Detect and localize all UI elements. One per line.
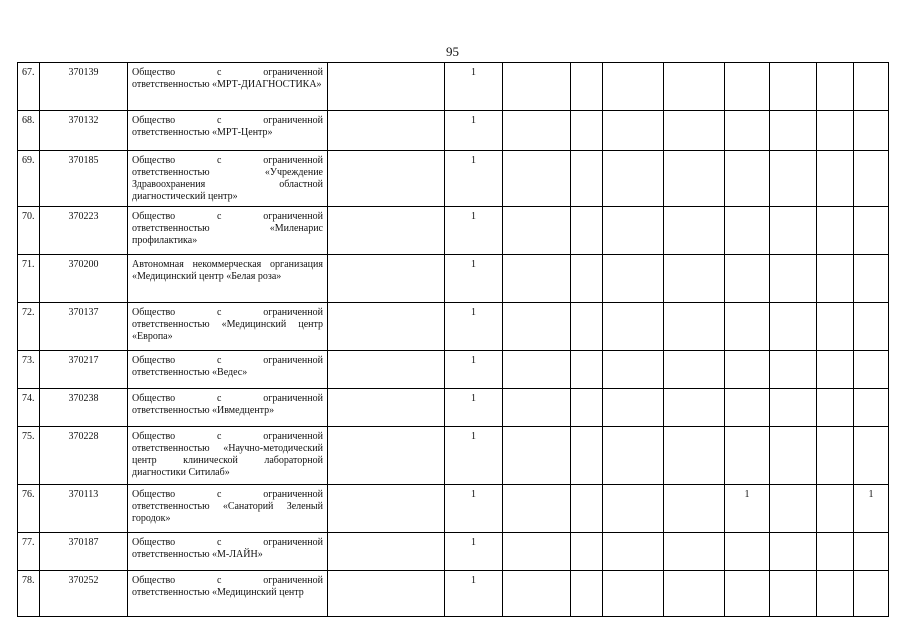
empty-cell	[328, 207, 445, 255]
org-code: 370113	[40, 485, 128, 533]
value-cell	[725, 533, 770, 571]
empty-cell	[571, 63, 603, 111]
org-name	[128, 207, 328, 255]
empty-cell	[328, 151, 445, 207]
empty-cell	[603, 571, 664, 617]
empty-cell	[503, 427, 571, 485]
org-name	[128, 63, 328, 111]
row-number: 69.	[18, 151, 40, 207]
empty-cell	[603, 303, 664, 351]
table-row	[18, 427, 889, 485]
org-name	[128, 571, 328, 617]
value-cell: 1	[445, 111, 503, 151]
value-cell	[854, 533, 889, 571]
empty-cell	[328, 571, 445, 617]
value-cell: 1	[445, 303, 503, 351]
value-cell	[725, 351, 770, 389]
org-code: 370217	[40, 351, 128, 389]
empty-cell	[664, 111, 725, 151]
value-cell	[725, 255, 770, 303]
value-cell: 1	[445, 485, 503, 533]
empty-cell	[503, 207, 571, 255]
table-row	[18, 63, 889, 111]
table-row	[18, 351, 889, 389]
org-code: 370228	[40, 427, 128, 485]
empty-cell	[603, 63, 664, 111]
org-name-text: Общество с ограниченной ответственностью «Медицинский центр	[132, 575, 323, 598]
value-cell	[854, 63, 889, 111]
empty-cell	[328, 485, 445, 533]
org-name	[128, 255, 328, 303]
value-cell	[854, 151, 889, 207]
value-cell: 1	[445, 389, 503, 427]
value-cell: 1	[445, 571, 503, 617]
empty-cell	[603, 207, 664, 255]
org-name	[128, 389, 328, 427]
org-code: 370200	[40, 255, 128, 303]
value-cell	[725, 151, 770, 207]
empty-cell	[328, 303, 445, 351]
empty-cell	[603, 151, 664, 207]
empty-cell	[503, 255, 571, 303]
empty-cell	[571, 303, 603, 351]
value-cell	[854, 571, 889, 617]
org-name-text: Автономная некоммерческая организация «Медицинский центр «Белая роза»	[132, 259, 323, 282]
empty-cell	[503, 389, 571, 427]
row-number: 73.	[18, 351, 40, 389]
org-name	[128, 485, 328, 533]
org-name	[128, 351, 328, 389]
empty-cell	[328, 427, 445, 485]
empty-cell	[817, 485, 854, 533]
empty-cell	[664, 151, 725, 207]
empty-cell	[817, 427, 854, 485]
org-code: 370139	[40, 63, 128, 111]
empty-cell	[817, 351, 854, 389]
org-name-text: Общество с ограниченной ответственностью «МРТ-ДИАГНОСТИКА»	[132, 67, 323, 90]
value-cell	[854, 303, 889, 351]
empty-cell	[817, 63, 854, 111]
org-name-text: Общество с ограниченной ответственностью «Санаторий Зеленый городок»	[132, 489, 323, 524]
empty-cell	[664, 389, 725, 427]
empty-cell	[503, 533, 571, 571]
empty-cell	[571, 151, 603, 207]
empty-cell	[503, 571, 571, 617]
empty-cell	[770, 485, 817, 533]
empty-cell	[664, 63, 725, 111]
row-number: 74.	[18, 389, 40, 427]
org-name	[128, 111, 328, 151]
empty-cell	[770, 533, 817, 571]
org-name	[128, 151, 328, 207]
empty-cell	[770, 151, 817, 207]
table-row	[18, 207, 889, 255]
org-code: 370137	[40, 303, 128, 351]
org-code: 370223	[40, 207, 128, 255]
empty-cell	[503, 63, 571, 111]
row-number: 68.	[18, 111, 40, 151]
empty-cell	[503, 351, 571, 389]
row-number: 72.	[18, 303, 40, 351]
org-name-text: Общество с ограниченной ответственностью «Миленарис профилактика»	[132, 211, 323, 246]
empty-cell	[571, 255, 603, 303]
value-cell: 1	[854, 485, 889, 533]
empty-cell	[503, 111, 571, 151]
value-cell	[725, 427, 770, 485]
value-cell	[725, 571, 770, 617]
empty-cell	[328, 533, 445, 571]
empty-cell	[664, 485, 725, 533]
organizations-table	[17, 62, 889, 617]
empty-cell	[328, 63, 445, 111]
empty-cell	[664, 207, 725, 255]
empty-cell	[603, 533, 664, 571]
empty-cell	[817, 207, 854, 255]
empty-cell	[817, 389, 854, 427]
empty-cell	[817, 151, 854, 207]
empty-cell	[571, 571, 603, 617]
empty-cell	[571, 389, 603, 427]
value-cell	[854, 427, 889, 485]
row-number: 77.	[18, 533, 40, 571]
org-name-text: Общество с ограниченной ответственностью «Ивмедцентр»	[132, 393, 323, 416]
org-name-text: Общество с ограниченной ответственностью «МРТ-Центр»	[132, 115, 323, 138]
org-code: 370132	[40, 111, 128, 151]
page-number: 95	[446, 44, 459, 59]
empty-cell	[817, 571, 854, 617]
org-name	[128, 533, 328, 571]
empty-cell	[503, 303, 571, 351]
table-row	[18, 389, 889, 427]
value-cell: 1	[445, 63, 503, 111]
empty-cell	[770, 207, 817, 255]
value-cell	[854, 255, 889, 303]
org-name-text: Общество с ограниченной ответственностью «Учреждение Здравоохранения областной диагностический центр»	[132, 155, 323, 202]
org-name-text: Общество с ограниченной ответственностью «Научно-методический центр клинической лабораторной диагностики Ситилаб»	[132, 431, 323, 478]
value-cell	[725, 389, 770, 427]
value-cell	[725, 207, 770, 255]
empty-cell	[770, 351, 817, 389]
org-name	[128, 427, 328, 485]
org-name-text: Общество с ограниченной ответственностью «Медицинский центр «Европа»	[132, 307, 323, 342]
empty-cell	[664, 303, 725, 351]
value-cell: 1	[445, 427, 503, 485]
org-name-text: Общество с ограниченной ответственностью «Ведес»	[132, 355, 323, 378]
empty-cell	[503, 485, 571, 533]
empty-cell	[603, 255, 664, 303]
row-number: 75.	[18, 427, 40, 485]
empty-cell	[770, 111, 817, 151]
empty-cell	[664, 533, 725, 571]
org-code: 370187	[40, 533, 128, 571]
value-cell	[725, 303, 770, 351]
row-number: 70.	[18, 207, 40, 255]
empty-cell	[571, 533, 603, 571]
empty-cell	[603, 351, 664, 389]
empty-cell	[328, 255, 445, 303]
value-cell: 1	[445, 533, 503, 571]
org-code: 370252	[40, 571, 128, 617]
empty-cell	[603, 427, 664, 485]
value-cell	[854, 207, 889, 255]
value-cell	[854, 389, 889, 427]
empty-cell	[817, 111, 854, 151]
empty-cell	[770, 389, 817, 427]
value-cell	[725, 63, 770, 111]
table-row	[18, 255, 889, 303]
empty-cell	[817, 303, 854, 351]
empty-cell	[328, 389, 445, 427]
table-row	[18, 533, 889, 571]
table-row	[18, 111, 889, 151]
value-cell	[854, 351, 889, 389]
table-row	[18, 303, 889, 351]
value-cell	[725, 111, 770, 151]
empty-cell	[571, 485, 603, 533]
empty-cell	[503, 151, 571, 207]
empty-cell	[817, 255, 854, 303]
empty-cell	[770, 255, 817, 303]
row-number: 76.	[18, 485, 40, 533]
empty-cell	[603, 485, 664, 533]
value-cell: 1	[445, 351, 503, 389]
table-row	[18, 485, 889, 533]
value-cell: 1	[445, 151, 503, 207]
empty-cell	[664, 351, 725, 389]
empty-cell	[770, 571, 817, 617]
empty-cell	[603, 111, 664, 151]
empty-cell	[817, 533, 854, 571]
value-cell: 1	[445, 207, 503, 255]
row-number: 78.	[18, 571, 40, 617]
org-name-text: Общество с ограниченной ответственностью «М-ЛАЙН»	[132, 537, 323, 560]
empty-cell	[664, 427, 725, 485]
org-code: 370238	[40, 389, 128, 427]
empty-cell	[328, 351, 445, 389]
empty-cell	[571, 111, 603, 151]
org-code: 370185	[40, 151, 128, 207]
org-name	[128, 303, 328, 351]
empty-cell	[571, 351, 603, 389]
empty-cell	[603, 389, 664, 427]
empty-cell	[328, 111, 445, 151]
row-number: 71.	[18, 255, 40, 303]
empty-cell	[571, 207, 603, 255]
empty-cell	[571, 427, 603, 485]
empty-cell	[664, 255, 725, 303]
empty-cell	[770, 63, 817, 111]
value-cell: 1	[445, 255, 503, 303]
table-row	[18, 571, 889, 617]
empty-cell	[770, 427, 817, 485]
value-cell	[854, 111, 889, 151]
row-number: 67.	[18, 63, 40, 111]
empty-cell	[770, 303, 817, 351]
table-row	[18, 151, 889, 207]
empty-cell	[664, 571, 725, 617]
value-cell: 1	[725, 485, 770, 533]
